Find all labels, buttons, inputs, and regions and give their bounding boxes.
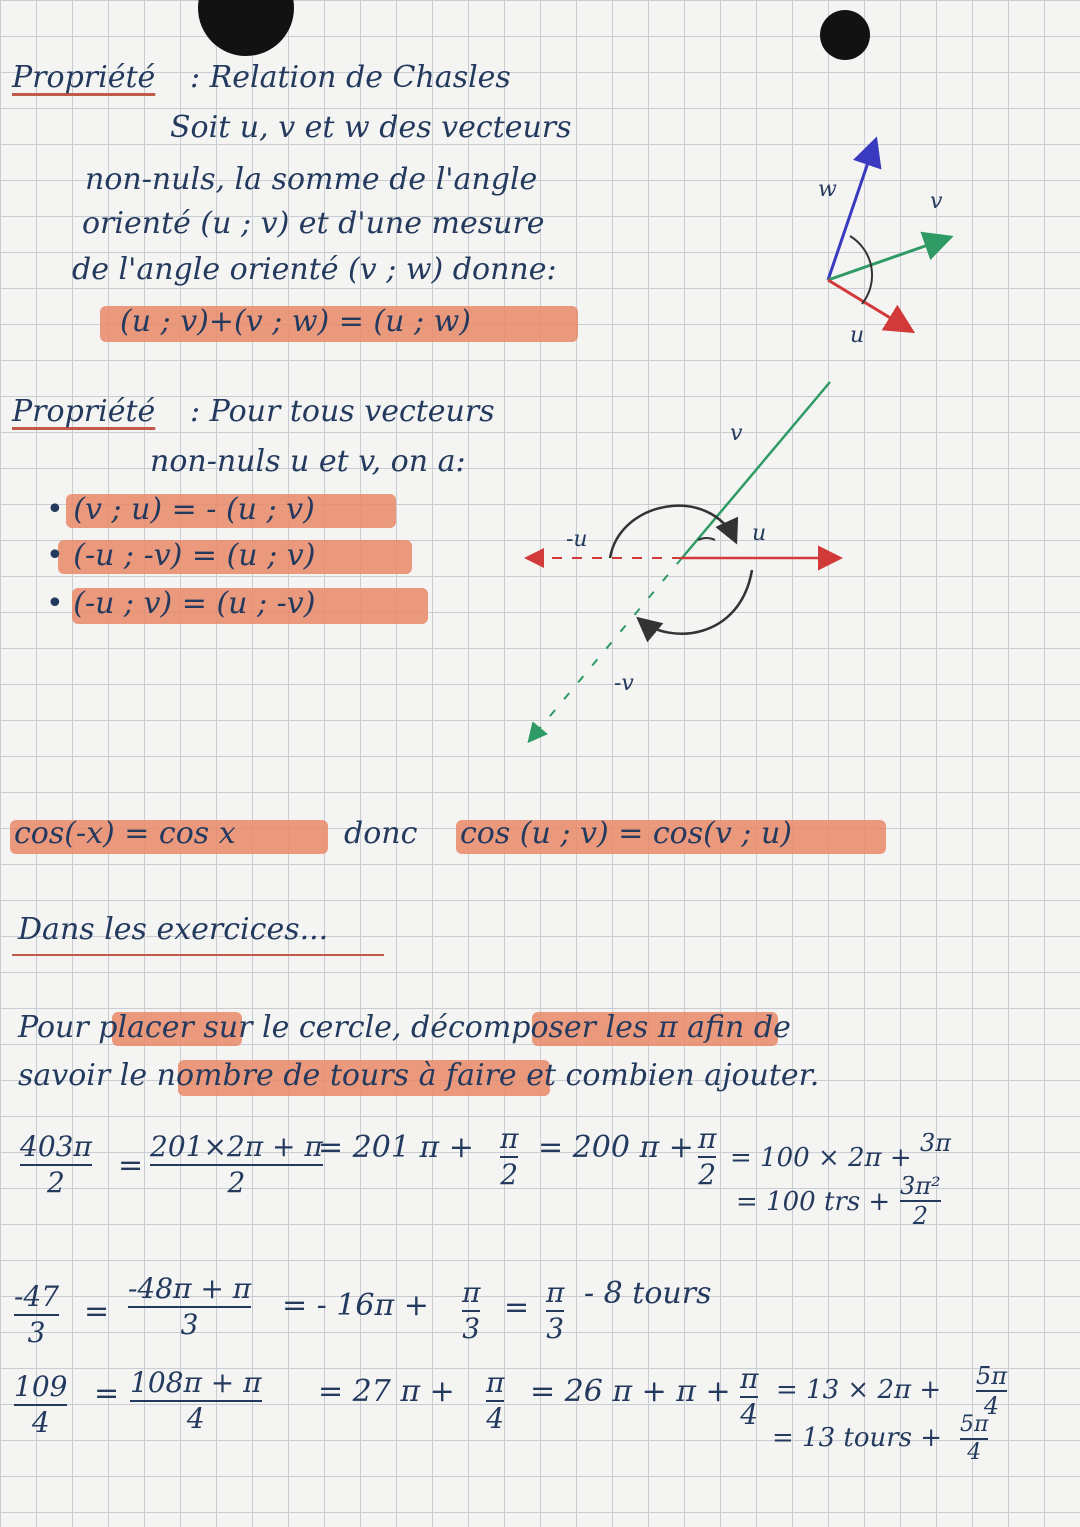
exercises-heading-underline [12, 954, 384, 956]
ex3-step5-frac: 5π 4 [960, 1412, 989, 1465]
bullet-1: • (v ; u) = - (u ; v) [46, 492, 315, 527]
label-u: u [850, 323, 865, 348]
ex3-lhs: 109 4 [14, 1370, 68, 1439]
ex1-step3-frac: π 2 [698, 1122, 717, 1191]
chasles-line-1: Soit u, v et w des vecteurs [170, 110, 572, 145]
chasles-diagram [818, 142, 948, 348]
ex1-step2: = 201 π + [318, 1130, 474, 1165]
label-v: v [930, 189, 943, 214]
arc-top [610, 506, 735, 558]
property-label-2: Propriété [12, 394, 156, 429]
ex1-step2-frac: π 2 [500, 1122, 519, 1191]
ex2-step2: = - 16π + [282, 1288, 429, 1323]
ex1-step1: 201×2π + π 2 [150, 1130, 323, 1199]
ex2-step2-frac: π 3 [462, 1276, 481, 1345]
cos-donc: donc [344, 816, 418, 851]
vector-u [828, 280, 910, 330]
label-w: w [818, 177, 837, 202]
ex3-step4: = 13 × 2π + [776, 1375, 942, 1405]
property-title-2: : Pour tous vecteurs [190, 394, 495, 429]
ex1-step5: = 100 trs + [736, 1187, 891, 1217]
bullet-3: • (-u ; v) = (u ; -v) [46, 586, 316, 621]
ex1-step5-frac: 3π² 2 [900, 1172, 941, 1230]
ex2-lhs: -47 3 [14, 1280, 60, 1349]
ex3-step2: = 27 π + [318, 1374, 455, 1409]
chasles-line-4: de l'angle orienté (v ; w) donne: [72, 252, 557, 287]
vector-w [828, 142, 875, 280]
ex3-step4-frac: 5π 4 [976, 1362, 1008, 1420]
ex3-step2-frac: π 4 [486, 1366, 505, 1435]
chasles-line-3: orienté (u ; v) et d'une mesure [82, 206, 545, 241]
bullet-2: • (-u ; -v) = (u ; v) [46, 538, 316, 573]
opposite-vectors-diagram [528, 382, 838, 740]
ex2-eq: = [84, 1294, 110, 1329]
ex2-eq2: = [504, 1290, 530, 1325]
ex3-step5: = 13 tours + [772, 1423, 943, 1453]
ex1-lhs: 403π 2 [20, 1130, 92, 1199]
label-minus-v: -v [614, 671, 634, 696]
instruction-line-2: savoir le nombre de tours à faire et combien ajouter. [18, 1058, 820, 1093]
exercises-heading: Dans les exercices... [18, 912, 329, 947]
vector-minus-v-line [530, 558, 682, 740]
ex1-eq: = [118, 1148, 144, 1183]
label-v2: v [730, 421, 743, 446]
ex1-step4: = 100 × 2π + [730, 1143, 912, 1173]
property-2-line: non-nuls u et v, on a: [150, 444, 466, 479]
ex3-step1: 108π + π 4 [130, 1366, 262, 1435]
ex3-step3-frac: π 4 [740, 1362, 759, 1431]
ex2-step1: -48π + π 3 [128, 1272, 252, 1341]
cos-left: cos(-x) = cos x [14, 816, 236, 851]
label-u2: u [752, 521, 767, 546]
vector-v [828, 238, 948, 280]
chasles-formula: (u ; v)+(v ; w) = (u ; w) [120, 304, 472, 339]
instruction-line-1: Pour placer sur le cercle, décomposer les π afin de [18, 1010, 791, 1045]
property-title-1: : Relation de Chasles [190, 60, 511, 95]
arc-small [698, 538, 715, 540]
ex3-step3: = 26 π + π + [530, 1374, 731, 1409]
chasles-line-2: non-nuls, la somme de l'angle [85, 162, 538, 197]
cos-right: cos (u ; v) = cos(v ; u) [460, 816, 792, 851]
ex3-eq: = [94, 1376, 120, 1411]
property-label-1: Propriété [12, 60, 156, 95]
ex2-step3-frac: π 3 [546, 1276, 565, 1345]
label-minus-u: -u [566, 527, 588, 552]
ex2-step4: - 8 tours [584, 1276, 712, 1311]
arc-bottom [640, 570, 752, 634]
ex1-step4-frac: 3π [920, 1129, 952, 1157]
ex1-step3: = 200 π + [538, 1130, 694, 1165]
